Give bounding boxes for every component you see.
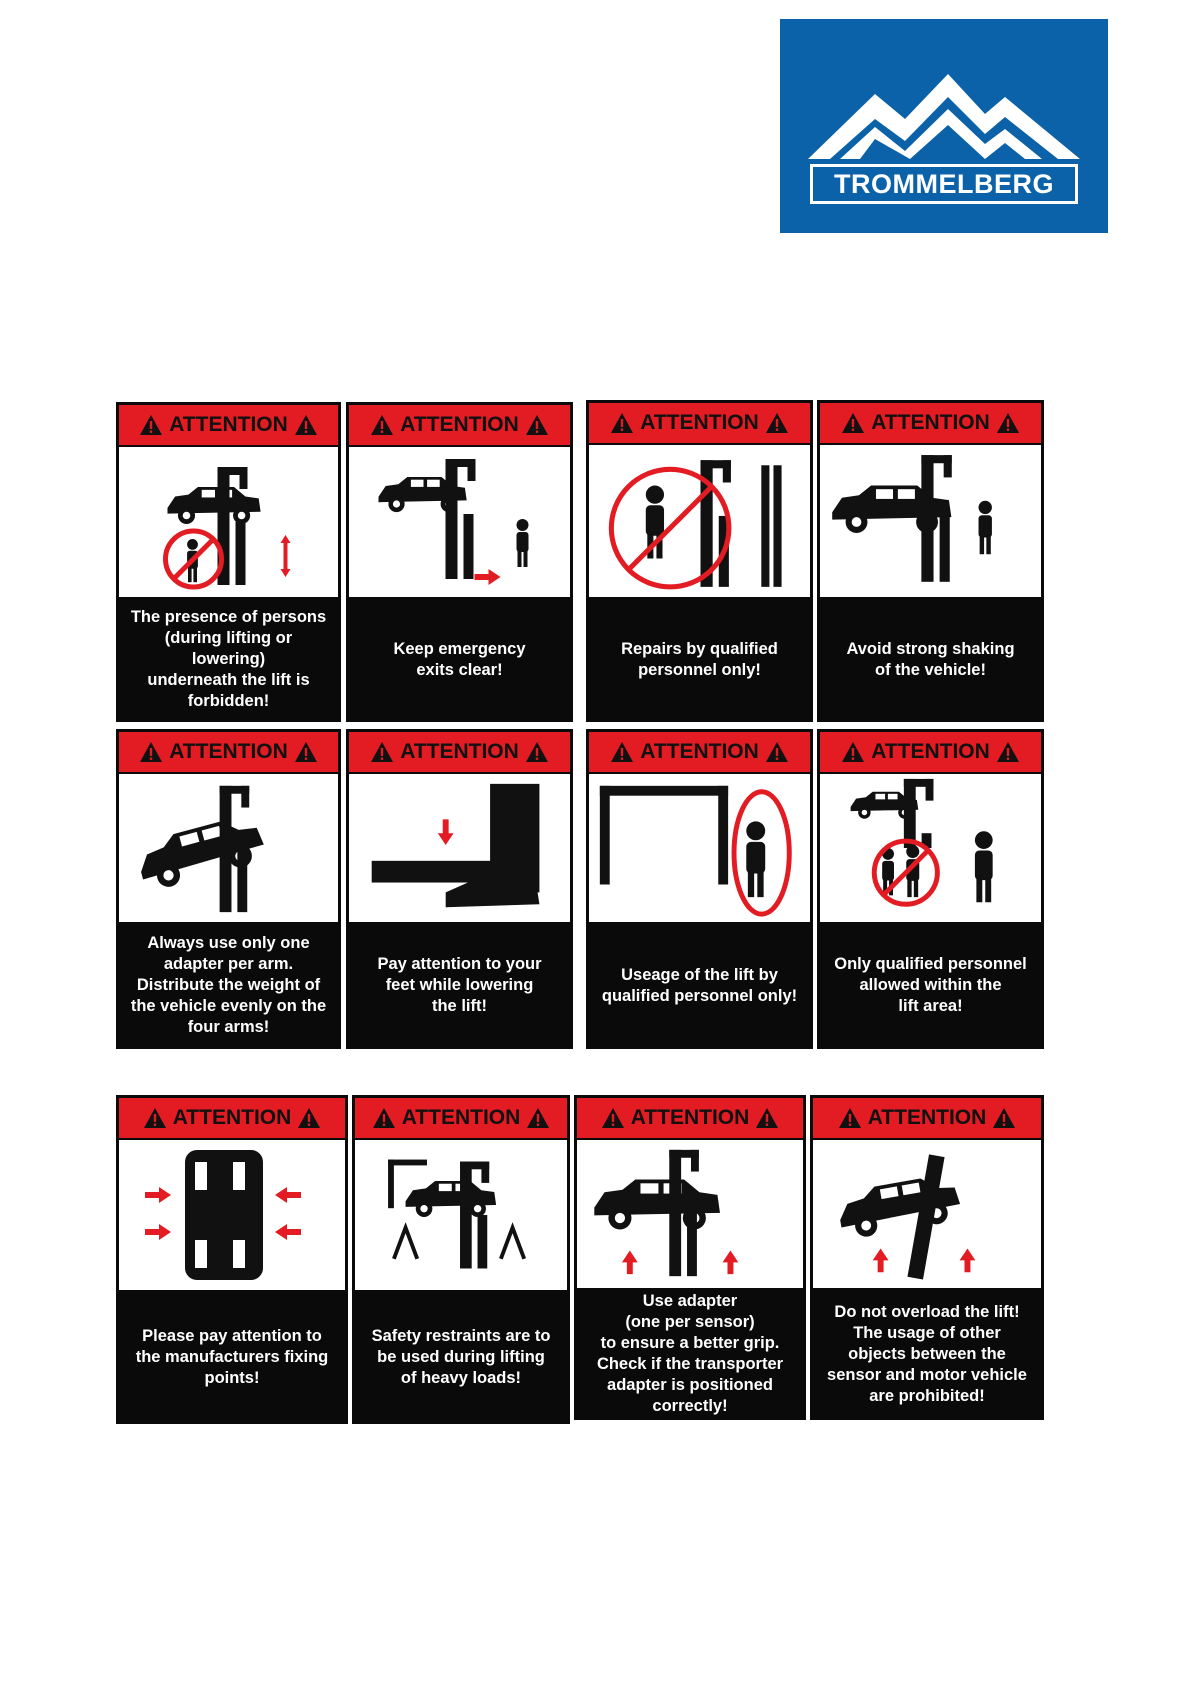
attention-header-text: ATTENTION [640,411,759,434]
family-in-lift-area-prohibited-icon [820,774,1041,922]
warning-triangle-icon [601,1107,625,1129]
attention-header [349,732,570,772]
attention-header-text: ATTENTION [400,740,519,763]
sign-caption: Pay attention to your feet while lowering the lift! [377,955,542,1015]
warning-triangle-icon [838,1107,862,1129]
attention-header-text: ATTENTION [169,413,288,436]
attention-sign [586,729,813,1049]
warning-triangle-icon [765,412,789,434]
warning-triangle-icon [139,741,163,763]
warning-triangle-icon [841,412,865,434]
adapter-grip-icon [577,1140,803,1288]
attention-header [813,1098,1041,1138]
attention-header-text: ATTENTION [871,740,990,763]
logo-brand-text: TROMMELBERG [813,167,1075,201]
attention-sign [116,402,341,722]
warning-triangle-icon [996,412,1020,434]
attention-header-text: ATTENTION [630,1106,750,1129]
sign-caption: Always use only one adapter per arm. Distribute the weight of the vehicle evenly on the four arms! [130,934,327,1036]
warning-triangle-icon [755,1107,779,1129]
warning-triangle-icon [610,412,634,434]
sign-caption: Only qualified personnel allowed within the lift area! [834,955,1027,1015]
overload-lift-icon [813,1140,1041,1288]
sign-caption: The presence of persons (during lifting or lowering) underneath the lift is forbidden! [130,608,327,710]
sign-caption: Use adapter (one per sensor) to ensure a better grip. Check if the transporter adapter is positioned correctly! [596,1292,784,1415]
foot-crush-icon [349,774,570,922]
attention-header-text: ATTENTION [400,413,519,436]
attention-header-text: ATTENTION [169,740,288,763]
warning-triangle-icon [765,741,789,763]
attention-header [589,403,810,443]
warning-triangle-icon [996,741,1020,763]
unqualified-repair-prohibited-icon [589,445,810,597]
attention-header [820,732,1041,772]
attention-header [119,732,338,772]
keep-exit-clear-icon [349,447,570,597]
warning-triangle-icon [841,741,865,763]
attention-sign [346,402,573,722]
attention-sign [817,729,1044,1049]
warning-triangle-icon [143,1107,167,1129]
warning-triangle-icon [294,414,318,436]
attention-sign [810,1095,1044,1420]
attention-header-text: ATTENTION [172,1106,292,1129]
attention-header-text: ATTENTION [640,740,759,763]
warning-triangle-icon [610,741,634,763]
warning-triangle-icon [372,1107,396,1129]
fixing-points-icon [119,1140,345,1290]
vehicle-shaking-icon [820,445,1041,597]
attention-sign [586,400,813,722]
attention-header [349,405,570,445]
warning-triangle-icon [525,414,549,436]
sign-caption: Useage of the lift by qualified personnel only! [601,965,798,1005]
attention-header [119,1098,345,1138]
sign-caption: Keep emergency exits clear! [393,639,526,679]
sign-caption: Do not overload the lift! The usage of other objects between the sensor and motor vehicle are prohibited! [827,1302,1027,1405]
warning-triangle-icon [139,414,163,436]
warning-triangle-icon [370,741,394,763]
sign-caption: Safety restraints are to be used during lifting of heavy loads! [371,1326,551,1387]
warning-triangle-icon [297,1107,321,1129]
sign-caption: Please pay attention to the manufacturers fixing points! [135,1326,329,1387]
attention-sign [352,1095,570,1424]
tilted-vehicle-icon [119,774,338,922]
sign-caption: Avoid strong shaking of the vehicle! [846,639,1015,679]
attention-sign [116,729,341,1049]
attention-header [589,732,810,772]
warning-triangle-icon [526,1107,550,1129]
person-under-lift-prohibited-icon [119,447,338,597]
attention-header-text: ATTENTION [867,1106,987,1129]
attention-header-text: ATTENTION [401,1106,521,1129]
attention-header-text: ATTENTION [871,411,990,434]
attention-sign [574,1095,806,1420]
warning-triangle-icon [525,741,549,763]
attention-sign [346,729,573,1049]
trommelberg-logo [780,19,1108,233]
attention-sign [116,1095,348,1424]
attention-header [119,405,338,445]
attention-header [577,1098,803,1138]
safety-stands-icon [355,1140,567,1290]
sign-caption: Repairs by qualified personnel only! [621,639,778,679]
attention-header [820,403,1041,443]
warning-triangle-icon [992,1107,1016,1129]
attention-header [355,1098,567,1138]
confused-person-prohibited-icon [589,774,810,922]
logo-wordmark [810,164,1078,204]
warning-triangle-icon [294,741,318,763]
warning-triangle-icon [370,414,394,436]
attention-sign [817,400,1044,722]
